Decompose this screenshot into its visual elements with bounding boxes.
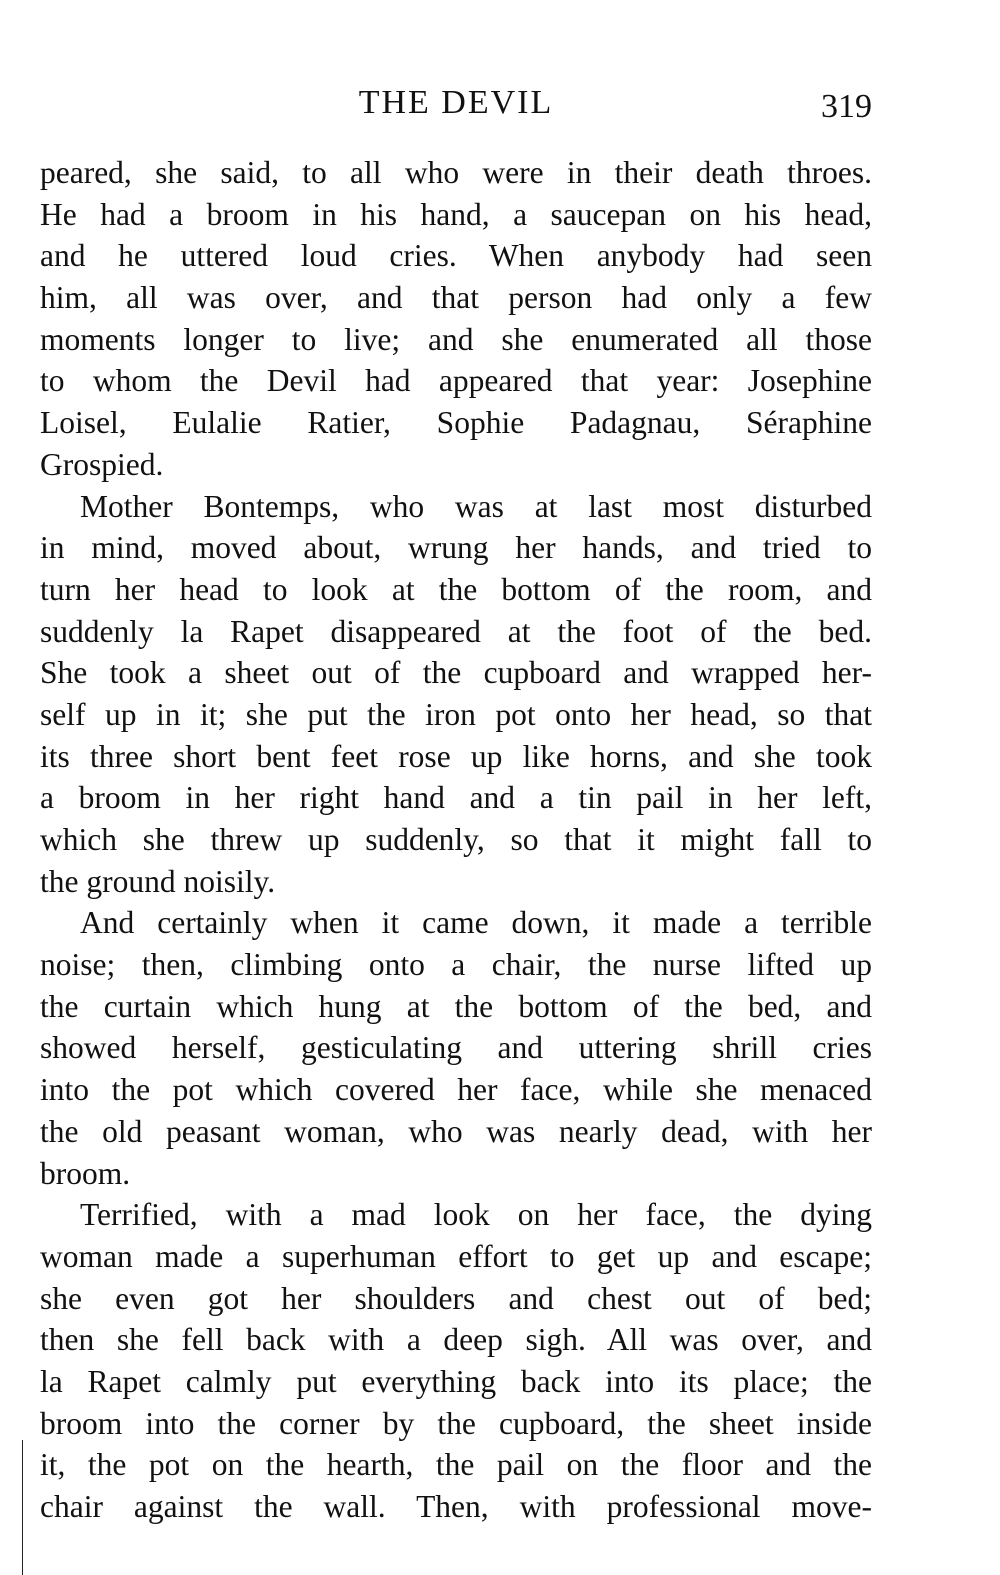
text-line: to whom the Devil had appeared that year: Josephine (40, 363, 872, 399)
text-line: chair against the wall. Then, with professional move- (40, 1489, 872, 1524)
text-line: Grospied. (40, 446, 164, 482)
paragraph-3 (40, 902, 872, 1194)
text-line: its three short bent feet rose up like horns, and she took (40, 738, 872, 774)
text-line: She took a sheet out of the cupboard and wrapped her- (40, 655, 872, 691)
text-line: it, the pot on the hearth, the pail on the floor and the (40, 1447, 872, 1483)
running-title: THE DEVIL (358, 84, 554, 121)
text-line: woman made a superhuman effort to get up and escape; (40, 1238, 872, 1274)
text-line: the ground noisily. (40, 863, 276, 899)
text-line: And certainly when it came down, it made a terrible (80, 905, 872, 941)
text-line: him, all was over, and that person had only a few (40, 280, 872, 316)
running-head (40, 78, 872, 128)
text-line: He had a broom in his hand, a saucepan on his head, (40, 196, 872, 232)
page-number: 319 (821, 88, 872, 125)
paragraph-4 (40, 1194, 872, 1528)
text-line: peared, she said, to all who were in their death throes. (40, 155, 872, 190)
text-line: suddenly la Rapet disappeared at the foot of the bed. (40, 613, 872, 649)
body-text (40, 152, 872, 1528)
text-line: into the pot which covered her face, while she menaced (40, 1072, 872, 1108)
margin-rule (22, 1440, 23, 1575)
text-line: the curtain which hung at the bottom of the bed, and (40, 988, 872, 1024)
paragraph-1 (40, 152, 872, 486)
text-line: and he uttered loud cries. When anybody had seen (40, 238, 872, 274)
paragraph-2 (40, 486, 872, 903)
text-line: broom into the corner by the cupboard, the sheet inside (40, 1405, 872, 1441)
text-line: la Rapet calmly put everything back into its place; the (40, 1363, 872, 1399)
text-line: a broom in her right hand and a tin pail in her left, (40, 780, 872, 816)
text-line: turn her head to look at the bottom of the room, and (40, 571, 872, 607)
text-line: in mind, moved about, wrung her hands, and tried to (40, 530, 872, 566)
text-line: then she fell back with a deep sigh. All was over, and (40, 1322, 872, 1358)
text-line: Terrified, with a mad look on her face, the dying (80, 1197, 872, 1233)
text-line: showed herself, gesticulating and uttering shrill cries (40, 1030, 872, 1066)
text-line: noise; then, climbing onto a chair, the nurse lifted up (40, 947, 872, 983)
text-line: moments longer to live; and she enumerated all those (40, 321, 872, 357)
text-line: she even got her shoulders and chest out of bed; (40, 1280, 872, 1316)
text-line: which she threw up suddenly, so that it might fall to (40, 822, 872, 857)
text-line: the old peasant woman, who was nearly dead, with her (40, 1113, 872, 1149)
text-line: self up in it; she put the iron pot onto her head, so that (40, 696, 872, 732)
text-line: Loisel, Eulalie Ratier, Sophie Padagnau, Séraphine (40, 405, 872, 441)
text-line: Mother Bontemps, who was at last most disturbed (80, 488, 872, 524)
text-line: broom. (40, 1155, 131, 1191)
